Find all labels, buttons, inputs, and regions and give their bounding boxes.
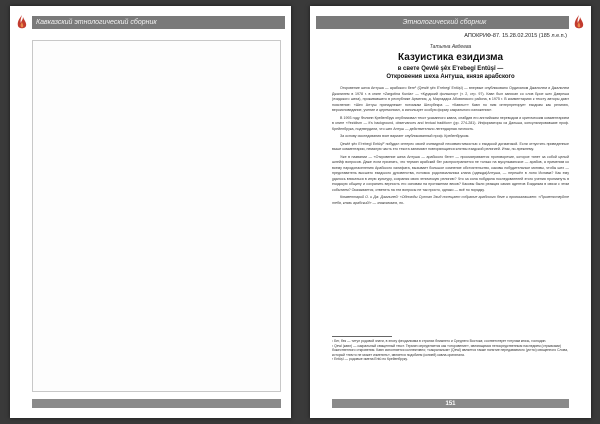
right-header-bar	[316, 16, 569, 29]
footnote-divider	[332, 336, 392, 337]
body-paragraph: В 1993 году Филипп Крейенбрук опубликовал текст указанного кавла, снабдив его английским переводом и критическим комментарием в книге «Yezidism — it's background, observances and textual tradition» (pp. 274-281). Информаторы из Дальша, консультировавшие проф. Крейенбрука, подтвердили, что шех Антуш — действительно легендарная личность.	[332, 115, 569, 131]
left-header-text: Кавказский этнологический сборник	[36, 19, 157, 26]
body-paragraph: Комментарий О. и Дж. Джалилей: «Одножды Султан Эзид посещает собрание арабского беге и провозглашает: «Приветствуйте тебя, князь арабский!» — знакомимся, по-	[332, 195, 569, 205]
article-subtitle-line-1: в свете Qewlê şêx E'rebegî Entûşî —	[397, 66, 504, 72]
flame-logo-icon	[16, 14, 28, 31]
body-paragraph: Уже в названии — «Откровение шеха Антуша — арабского беге» — просматривается противоречие, которое тянет за собой целый шлейф вопросов. Даже если признать, что термин арабский бег распространяется не только на мусульманское — арабов, а применим ко всему народонаселению Арабского халифата, вызывает большое сомнение обстоятельство, каковы побудительные мотивы, чтобы шех — представитель высшего езидского духовенства, потомок родоначальника клана (одежда)Антуша, — перешёл в лоно Ислама? Как ему удалось вписаться в иную культуру, сохраняя свою этническую религию? Что за сила побудила последователей этого учения проникнуть в езидскую общину и сохранить верность его основам на протяжении веков? Каковы были реакция самих адептов Езидизма в связи с этим событием? Оказывается, ответить на эти вопросы не так просто, однако — всё по порядку.	[332, 154, 569, 192]
footnotes	[332, 339, 569, 362]
left-content-area	[32, 40, 281, 392]
footnote: ¹ Бег, бек — титул родовой знати, в эпоху феодализма в странах ближнего и Среднего Востока; соответствует титулам князь, господин.	[332, 339, 547, 343]
page-number: 151	[445, 400, 456, 407]
flame-logo-icon	[573, 14, 585, 31]
right-header-text: Этнологический сборник	[402, 19, 487, 26]
left-header-bar	[32, 16, 285, 29]
article-author: Татьяна Авдеева	[429, 44, 472, 50]
body-paragraph: Откровение шеха Антуша — арабского беге¹ (Qewlê şêx E'rebegî Entûşî) — впервые опубликовано Ордиханом Джалилем и Джалилем Джалилем в 1978 г. в книге «Zargotina Kurda» — «Курдский фольклор» (т. 2, стр. 97). Кавл был записан со слов Брое шех Давреша (езидского шеха), проживавшего в республике Армения, д. Маргадара Абовянского района, в 1975 г. В комментариях к тексту авторы дают пояснение: «Шех Антуш принадлежит потомкам Шехубекра — «Кавлы»» Кавл по ним интерпретирует езидизм как религию, вероисповедание, учение и церемониал, а использует особую форму сакрального изложения».	[332, 86, 569, 112]
left-footer-bar	[32, 399, 281, 408]
issue-reference: АПОКРИФ-87. 15.28.02.2015 (185 л.е.п.)	[464, 33, 567, 39]
body-paragraph: За основу исследования взят вариант опубликованный проф. Крейенбруком.	[340, 134, 470, 138]
left-page	[10, 6, 291, 418]
right-footer-bar	[332, 399, 569, 408]
article-title: Казуистика езидизма	[397, 52, 503, 63]
article-subtitle-line-2: Откровения шеха Антуша, князя арабского	[386, 74, 515, 80]
body-paragraph: Qewlê şêx E'rebegî Entûşî² побудил интерес своей очевидной несовместимостью с езидской догматикой. Если отпустить приведенные выше комментарии, немалую часть его текста занимают повторяющиеся клятвы езидской религией. Итак, по-прежнему.	[332, 141, 569, 151]
footnote: ² Qewl (кавл) — сакральный священный текст. Термин определяется как «откровение», являющимся непосредственным наследием (отрывками) божественного откровения. Кавл исполняется коллективно; «сакральным» (Qewl) является также понятие передаваемого (устно) священного Слова, который «ничто не может изменить», является подобием (копией) кавла-оригинала.	[332, 343, 569, 357]
footnote: ³ Entûşî — родовые имена Entû по Крейенбруку.	[332, 357, 408, 362]
right-page	[310, 6, 591, 418]
article-body	[332, 86, 569, 208]
